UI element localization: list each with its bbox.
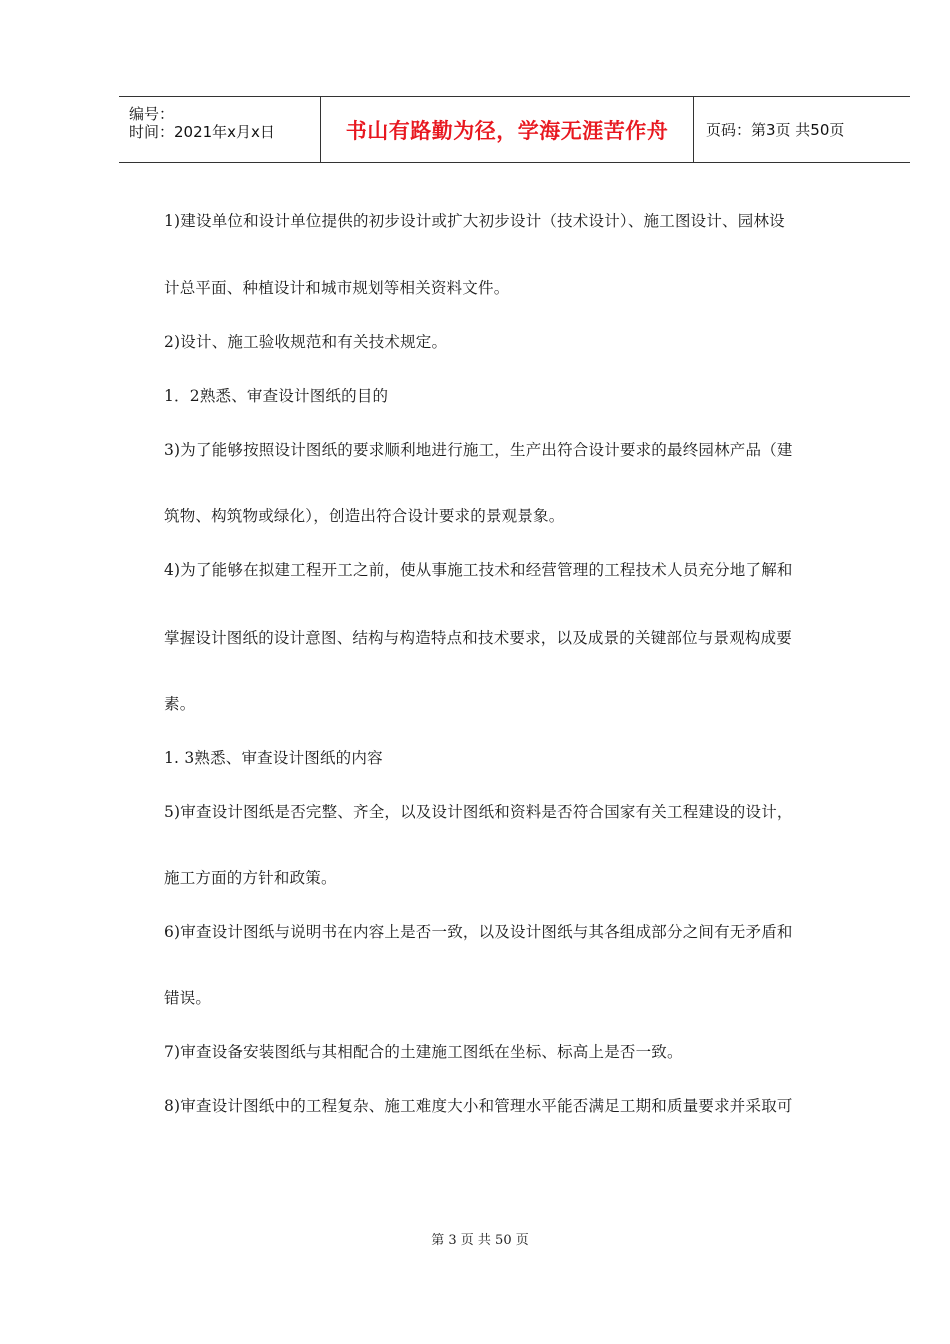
body-line: 筑物、构筑物或绿化），创造出符合设计要求的景观景象。	[164, 507, 565, 525]
body-line: 掌握设计图纸的设计意图、结构与构造特点和技术要求，以及成景的关键部位与景观构成要	[164, 629, 793, 647]
section-heading: 1. 3熟悉、审查设计图纸的内容	[164, 749, 383, 767]
header-motto-cell	[321, 97, 694, 162]
body-line: 计总平面、种植设计和城市规划等相关资料文件。	[164, 279, 510, 297]
body-line: 错误。	[164, 989, 212, 1007]
body-line: 5)审查设计图纸是否完整、齐全，以及设计图纸和资料是否符合国家有关工程建设的设计，	[164, 803, 793, 821]
body-line: 4)为了能够在拟建工程开工之前，使从事施工技术和经营管理的工程技术人员充分地了解和	[164, 561, 793, 579]
body-line: 6)审查设计图纸与说明书在内容上是否一致，以及设计图纸与其各组成部分之间有无矛盾和	[164, 923, 793, 941]
body-line: 素。	[164, 695, 196, 713]
page-footer: 第 3 页 共 50 页	[431, 1233, 529, 1248]
body-line: 8)审查设计图纸中的工程复杂、施工难度大小和管理水平能否满足工期和质量要求并采取可	[164, 1097, 793, 1115]
page-header-table	[119, 96, 910, 163]
body-line: 施工方面的方针和政策。	[164, 869, 337, 887]
body-line: 1)建设单位和设计单位提供的初步设计或扩大初步设计（技术设计）、施工图设计、园林设	[164, 212, 785, 230]
body-line: 2)设计、施工验收规范和有关技术规定。	[164, 333, 448, 351]
body-line: 7)审查设备安装图纸与其相配合的土建施工图纸在坐标、标高上是否一致。	[164, 1043, 683, 1061]
header-motto: 书山有路勤为径，学海无涯苦作舟	[345, 118, 669, 143]
document-date-label: 时间：2021年x月x日	[129, 123, 275, 141]
header-meta-cell	[119, 97, 321, 162]
header-page-info: 页码：第3页 共50页	[706, 121, 845, 139]
section-heading: 1．2熟悉、审查设计图纸的目的	[164, 387, 389, 405]
body-line: 3)为了能够按照设计图纸的要求顺利地进行施工，生产出符合设计要求的最终园林产品（建	[164, 441, 793, 459]
header-page-cell	[694, 97, 910, 162]
document-number-label: 编号：	[129, 105, 175, 123]
